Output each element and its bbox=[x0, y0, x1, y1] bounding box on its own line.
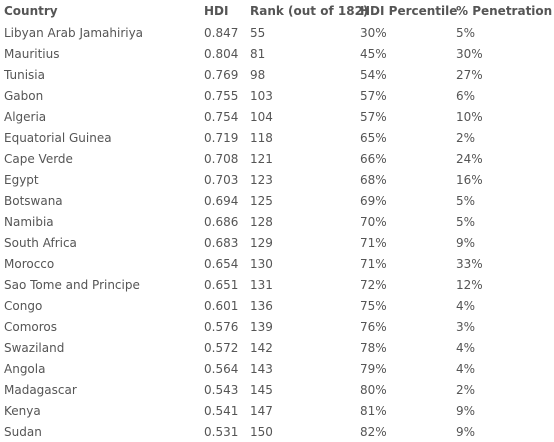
cell-country: Egypt bbox=[4, 172, 39, 187]
cell-hdi: 0.755 bbox=[204, 88, 239, 103]
cell-percentile: 76% bbox=[360, 319, 387, 334]
table-row bbox=[0, 64, 554, 85]
table-row bbox=[0, 85, 554, 106]
cell-hdi: 0.651 bbox=[204, 277, 239, 292]
table-body bbox=[0, 22, 554, 442]
table-row bbox=[0, 232, 554, 253]
cell-percentile: 81% bbox=[360, 403, 387, 418]
cell-hdi: 0.694 bbox=[204, 193, 239, 208]
table-row bbox=[0, 295, 554, 316]
cell-country: South Africa bbox=[4, 235, 77, 250]
cell-percentile: 75% bbox=[360, 298, 387, 313]
cell-rank: 128 bbox=[250, 214, 273, 229]
table-row bbox=[0, 22, 554, 43]
cell-rank: 81 bbox=[250, 46, 266, 61]
cell-percentile: 66% bbox=[360, 151, 387, 166]
cell-percentile: 82% bbox=[360, 424, 387, 439]
cell-rank: 55 bbox=[250, 25, 266, 40]
table-row bbox=[0, 400, 554, 421]
cell-rank: 136 bbox=[250, 298, 273, 313]
cell-country: Kenya bbox=[4, 403, 41, 418]
cell-hdi: 0.804 bbox=[204, 46, 239, 61]
cell-country: Namibia bbox=[4, 214, 54, 229]
cell-rank: 131 bbox=[250, 277, 273, 292]
cell-percentile: 70% bbox=[360, 214, 387, 229]
cell-percentile: 69% bbox=[360, 193, 387, 208]
cell-penetration: 2% bbox=[456, 382, 476, 397]
cell-rank: 104 bbox=[250, 109, 273, 124]
cell-rank: 147 bbox=[250, 403, 273, 418]
cell-hdi: 0.683 bbox=[204, 235, 239, 250]
cell-penetration: 9% bbox=[456, 235, 476, 250]
cell-penetration: 9% bbox=[456, 403, 476, 418]
cell-percentile: 45% bbox=[360, 46, 387, 61]
cell-penetration: 27% bbox=[456, 67, 483, 82]
table-row bbox=[0, 43, 554, 64]
cell-percentile: 30% bbox=[360, 25, 387, 40]
cell-percentile: 72% bbox=[360, 277, 387, 292]
table-row bbox=[0, 127, 554, 148]
cell-penetration: 6% bbox=[456, 88, 476, 103]
cell-rank: 121 bbox=[250, 151, 273, 166]
cell-rank: 118 bbox=[250, 130, 273, 145]
cell-hdi: 0.601 bbox=[204, 298, 239, 313]
cell-penetration: 24% bbox=[456, 151, 483, 166]
cell-hdi: 0.576 bbox=[204, 319, 239, 334]
cell-country: Tunisia bbox=[4, 67, 45, 82]
cell-penetration: 5% bbox=[456, 25, 476, 40]
cell-country: Sao Tome and Principe bbox=[4, 277, 140, 292]
cell-penetration: 16% bbox=[456, 172, 483, 187]
table-row bbox=[0, 169, 554, 190]
cell-penetration: 12% bbox=[456, 277, 483, 292]
cell-country: Morocco bbox=[4, 256, 55, 271]
cell-percentile: 57% bbox=[360, 88, 387, 103]
cell-percentile: 57% bbox=[360, 109, 387, 124]
header-country: Country bbox=[4, 4, 58, 18]
table-row bbox=[0, 274, 554, 295]
table-row bbox=[0, 148, 554, 169]
cell-country: Botswana bbox=[4, 193, 63, 208]
cell-percentile: 54% bbox=[360, 67, 387, 82]
cell-hdi: 0.847 bbox=[204, 25, 239, 40]
cell-rank: 142 bbox=[250, 340, 273, 355]
cell-rank: 145 bbox=[250, 382, 273, 397]
cell-country: Swaziland bbox=[4, 340, 65, 355]
table-row bbox=[0, 106, 554, 127]
cell-hdi: 0.769 bbox=[204, 67, 239, 82]
cell-hdi: 0.654 bbox=[204, 256, 239, 271]
cell-rank: 103 bbox=[250, 88, 273, 103]
table-row bbox=[0, 358, 554, 379]
cell-penetration: 5% bbox=[456, 193, 476, 208]
cell-rank: 139 bbox=[250, 319, 273, 334]
cell-country: Algeria bbox=[4, 109, 47, 124]
table-row bbox=[0, 337, 554, 358]
cell-country: Mauritius bbox=[4, 46, 60, 61]
cell-country: Angola bbox=[4, 361, 46, 376]
cell-rank: 150 bbox=[250, 424, 273, 439]
table-header-row bbox=[0, 0, 554, 22]
cell-rank: 130 bbox=[250, 256, 273, 271]
cell-rank: 143 bbox=[250, 361, 273, 376]
cell-country: Sudan bbox=[4, 424, 42, 439]
cell-rank: 125 bbox=[250, 193, 273, 208]
cell-hdi: 0.543 bbox=[204, 382, 239, 397]
cell-hdi: 0.564 bbox=[204, 361, 239, 376]
cell-percentile: 71% bbox=[360, 235, 387, 250]
header-penetration: % Penetration bbox=[456, 4, 553, 18]
cell-percentile: 78% bbox=[360, 340, 387, 355]
cell-hdi: 0.686 bbox=[204, 214, 239, 229]
cell-country: Comoros bbox=[4, 319, 58, 334]
header-hdi: HDI bbox=[204, 4, 229, 18]
cell-penetration: 33% bbox=[456, 256, 483, 271]
header-rank: Rank (out of 182) bbox=[250, 4, 369, 18]
cell-hdi: 0.703 bbox=[204, 172, 239, 187]
cell-percentile: 80% bbox=[360, 382, 387, 397]
cell-country: Libyan Arab Jamahiriya bbox=[4, 25, 144, 40]
cell-penetration: 4% bbox=[456, 361, 476, 376]
cell-percentile: 68% bbox=[360, 172, 387, 187]
table-row bbox=[0, 190, 554, 211]
cell-rank: 98 bbox=[250, 67, 266, 82]
cell-penetration: 10% bbox=[456, 109, 483, 124]
cell-rank: 123 bbox=[250, 172, 273, 187]
cell-hdi: 0.541 bbox=[204, 403, 239, 418]
cell-country: Equatorial Guinea bbox=[4, 130, 112, 145]
table-row bbox=[0, 316, 554, 337]
cell-penetration: 5% bbox=[456, 214, 476, 229]
table-row bbox=[0, 211, 554, 232]
header-percentile: HDI Percentile bbox=[360, 4, 458, 18]
table-row bbox=[0, 253, 554, 274]
cell-penetration: 30% bbox=[456, 46, 483, 61]
cell-hdi: 0.531 bbox=[204, 424, 239, 439]
cell-percentile: 65% bbox=[360, 130, 387, 145]
cell-penetration: 4% bbox=[456, 298, 476, 313]
cell-hdi: 0.754 bbox=[204, 109, 239, 124]
cell-country: Madagascar bbox=[4, 382, 77, 397]
cell-penetration: 9% bbox=[456, 424, 476, 439]
table-row bbox=[0, 421, 554, 442]
cell-penetration: 4% bbox=[456, 340, 476, 355]
cell-hdi: 0.572 bbox=[204, 340, 239, 355]
cell-country: Cape Verde bbox=[4, 151, 73, 166]
table-row bbox=[0, 379, 554, 400]
cell-penetration: 2% bbox=[456, 130, 476, 145]
cell-percentile: 71% bbox=[360, 256, 387, 271]
cell-rank: 129 bbox=[250, 235, 273, 250]
cell-hdi: 0.719 bbox=[204, 130, 239, 145]
cell-percentile: 79% bbox=[360, 361, 387, 376]
cell-hdi: 0.708 bbox=[204, 151, 239, 166]
cell-country: Congo bbox=[4, 298, 43, 313]
cell-penetration: 3% bbox=[456, 319, 476, 334]
cell-country: Gabon bbox=[4, 88, 44, 103]
